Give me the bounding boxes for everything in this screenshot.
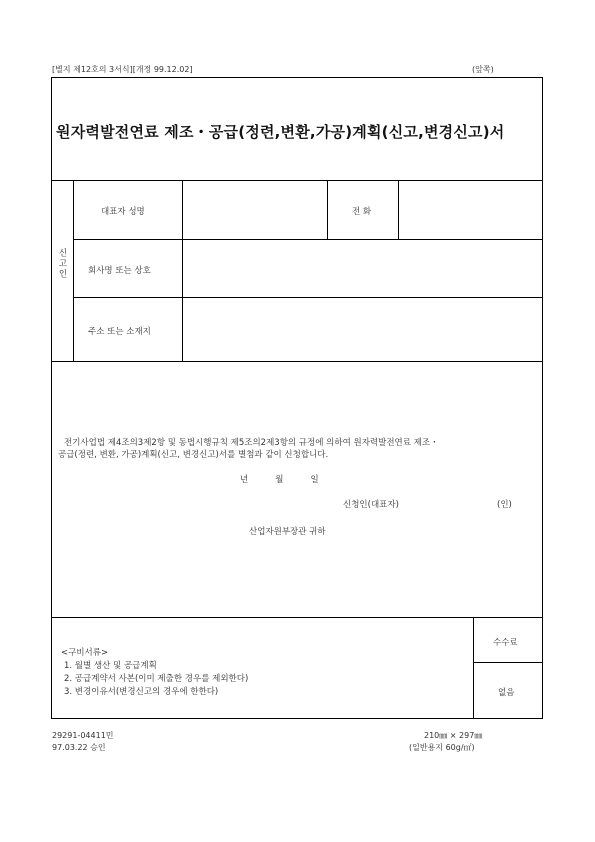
divider (51, 617, 543, 618)
fee-value: 없음 (498, 688, 515, 698)
fee-label: 수수료 (493, 638, 518, 648)
address-field[interactable] (183, 298, 542, 360)
company-label: 회사명 또는 상호 (88, 266, 151, 276)
document-item: 2. 공급계약서 사본(이미 제출한 경우를 제외한다) (64, 674, 249, 684)
phone-field[interactable] (399, 181, 542, 238)
date-line: 년 월 일 (240, 475, 319, 485)
divider (473, 617, 474, 719)
paper-weight: (일반용지 60g/㎡) (409, 743, 475, 752)
rep-name-label: 대표자 성명 (101, 207, 145, 217)
seal-label: (인) (497, 500, 512, 510)
applicant-signature-label: 신청인(대표자) (343, 500, 399, 510)
document-item: 1. 월별 생산 및 공급계획 (64, 661, 157, 671)
divider (51, 361, 543, 362)
divider (73, 180, 74, 361)
form-code: 29291-04411민 (52, 731, 114, 740)
statement-line-2: 공급(정련, 변환, 가공)계획(신고, 변경신고)서를 별첨과 같이 신청합니다. (58, 450, 329, 460)
divider (327, 180, 328, 239)
rep-name-field[interactable] (183, 181, 326, 238)
phone-label: 전 화 (352, 207, 372, 217)
divider (473, 662, 543, 663)
page-side-label: (앞쪽) (472, 65, 494, 74)
statement-line-1: 전기사업법 제4조의3제2항 및 동법시행규칙 제5조의2제3항의 규정에 의하여 원자력발전연료 제조・ (64, 438, 439, 448)
applicant-section-label: 신고인 (57, 248, 67, 280)
recipient: 산업자원부장관 귀하 (249, 527, 326, 537)
document-item: 3. 변경이유서(변경신고의 경우에 한한다) (64, 687, 219, 697)
form-frame (51, 77, 543, 719)
approval-date: 97.03.22 승인 (52, 743, 106, 752)
page-title: 원자력발전연료 제조・공급(정련,변환,가공)계획(신고,변경신고)서 (56, 123, 505, 141)
paper-size: 210㎜ × 297㎜ (424, 731, 483, 740)
company-field[interactable] (183, 240, 542, 296)
documents-header: <구비서류> (61, 648, 109, 658)
form-reference: [별지 제12호의 3서식][개정 99.12.02] (52, 65, 193, 74)
address-label: 주소 또는 소재지 (88, 327, 151, 337)
